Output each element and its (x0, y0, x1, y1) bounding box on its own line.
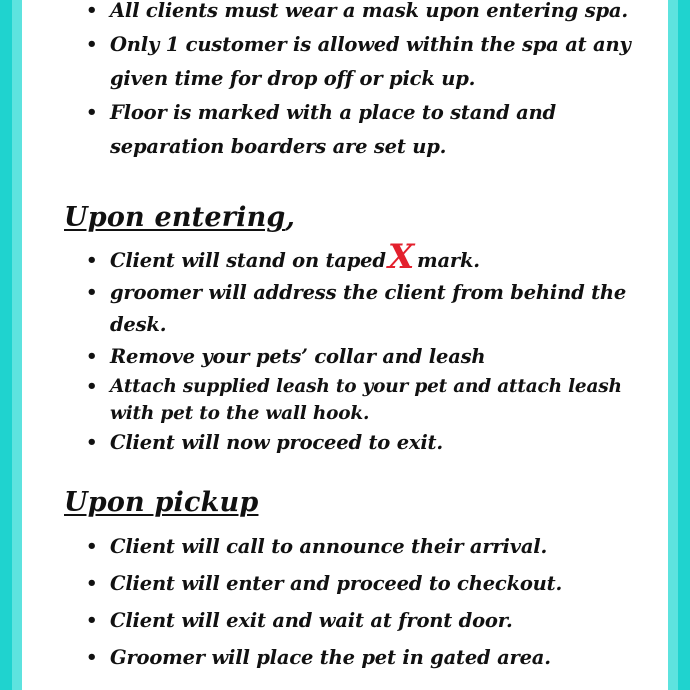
bullet-icon: • (86, 432, 98, 453)
notice-page (22, 0, 668, 690)
bullet-icon: • (86, 102, 98, 123)
section-heading-entering: Upon entering, (64, 202, 296, 233)
bullet-icon: • (86, 376, 98, 397)
list-item: • Groomer will place the pet in gated area. (22, 639, 668, 676)
bullet-icon: • (86, 610, 98, 631)
list-item: • Client will call to announce their arrival. (22, 528, 668, 565)
list-item: • Client will enter and proceed to checkout. (22, 565, 668, 602)
red-x-mark-icon: X (387, 237, 415, 277)
intro-list (22, 0, 668, 164)
list-item: • Only 1 customer is allowed within the spa at any given time for drop off or pick up. (22, 28, 668, 96)
list-item: • Attach supplied leash to your pet and attach leash with pet to the wall hook. (22, 373, 668, 427)
entering-list (22, 237, 668, 459)
notice-content (22, 0, 668, 676)
list-item: • Remove your pets’ collar and leash (22, 341, 668, 373)
bullet-icon: • (86, 34, 98, 55)
bullet-icon: • (86, 573, 98, 594)
list-item: • All clients must wear a mask upon entering spa. (22, 0, 668, 28)
bullet-icon: • (86, 346, 98, 367)
pickup-list (22, 528, 668, 676)
list-item: • Floor is marked with a place to stand and separation boarders are set up. (22, 96, 668, 164)
list-item: • Client will stand on tapedX mark. (86, 237, 480, 277)
bullet-icon: • (86, 536, 98, 557)
bullet-icon: • (86, 0, 98, 21)
bullet-icon: • (86, 250, 98, 271)
bullet-icon: • (86, 282, 98, 303)
list-item: • groomer will address the client from behind the desk. (22, 277, 668, 341)
list-item: • Client will now proceed to exit. (22, 427, 668, 459)
list-item: • Client will exit and wait at front door. (22, 602, 668, 639)
section-heading-pickup: Upon pickup (64, 487, 259, 518)
bullet-icon: • (86, 647, 98, 668)
